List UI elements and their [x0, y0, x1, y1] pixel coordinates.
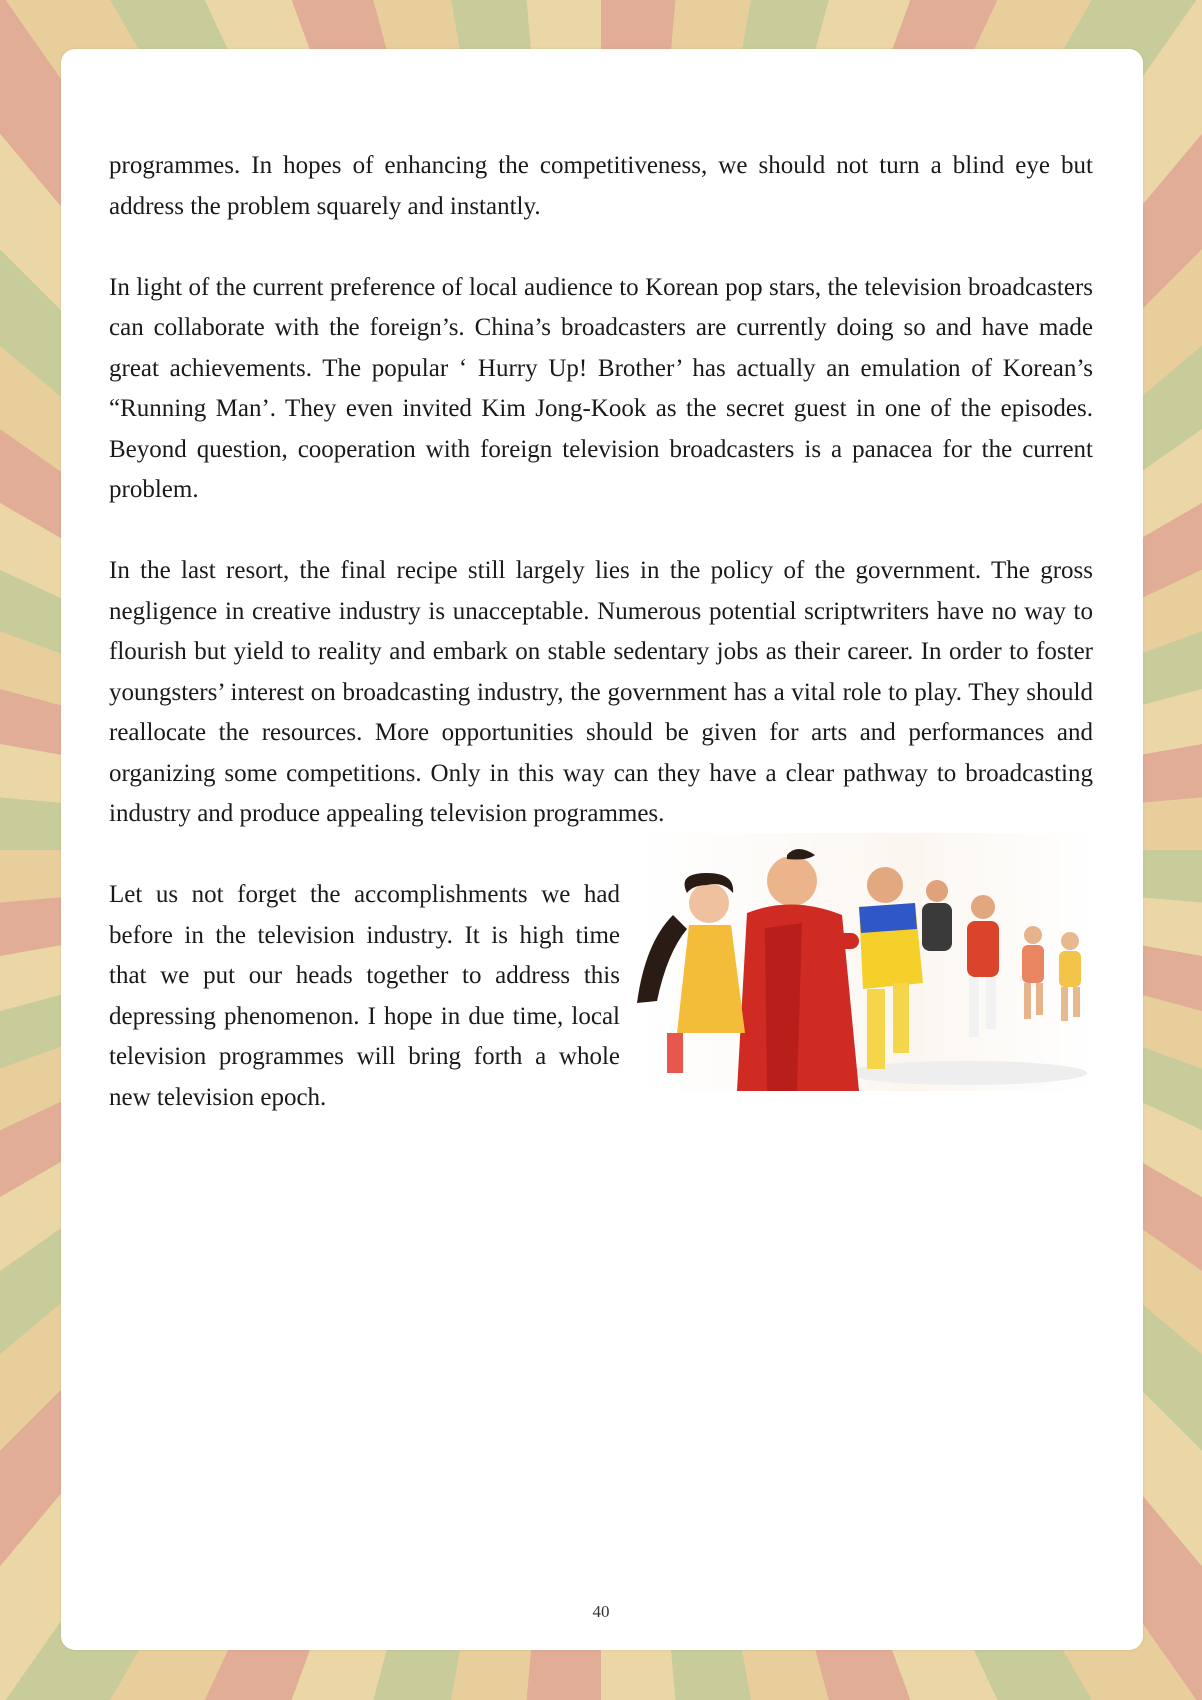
background-runner-3 [1022, 926, 1044, 1019]
running-cast-illustration [637, 833, 1093, 1091]
runner-yellow-dress [637, 873, 745, 1073]
background-runner-1 [922, 880, 952, 951]
article-body [109, 146, 1093, 1165]
paragraph-1: programmes. In hopes of enhancing the competitiveness, we should not turn a blind eye but address the problem squarely and instantly. [109, 152, 1093, 220]
paragraph-3: In the last resort, the final recipe still largely lies in the policy of the government. The gross negligence in creative industry is unacceptable. Numerous potential scriptwriters have no way to flourish but yield to reality and embark on stable sedentary jobs as their career. In order to foster youngsters’ interest on broadcasting industry, the government has a vital role to play. They should reallocate the resources. More opportunities should be given for arts and performances and organizing some competitions. Only in this way can they have a clear pathway to broadcasting industry and produce appealing television programmes. [109, 557, 1093, 827]
runner-blue-yellow [859, 867, 923, 1069]
closing-paragraph: Let us not forget the accomplishments we had before in the television industry. It is high time that we put our heads together to address this depressing phenomenon. I hope in due time, local television programmes will bring forth a whole new television epoch. [109, 881, 620, 1111]
runner-red-suit [737, 849, 859, 1091]
background-runner-4 [1059, 932, 1081, 1021]
page-number: 40 [592, 1602, 610, 1621]
background-runner-2 [967, 895, 999, 1037]
paragraph-2: In light of the current preference of local audience to Korean pop stars, the television broadcasters can collaborate with the foreign’s. China’s broadcasters are currently doing so and have made great achievements. The popular ‘ Hurry Up! Brother’ has actually an emulation of Korean’s “Running Man’. They even invited Kim Jong-Kook as the secret guest in one of the episodes. Beyond question, cooperation with foreign television broadcasters is a panacea for the current problem. [109, 273, 1093, 503]
running-cast-photo [637, 833, 1093, 1091]
closing-section [109, 875, 1093, 1165]
